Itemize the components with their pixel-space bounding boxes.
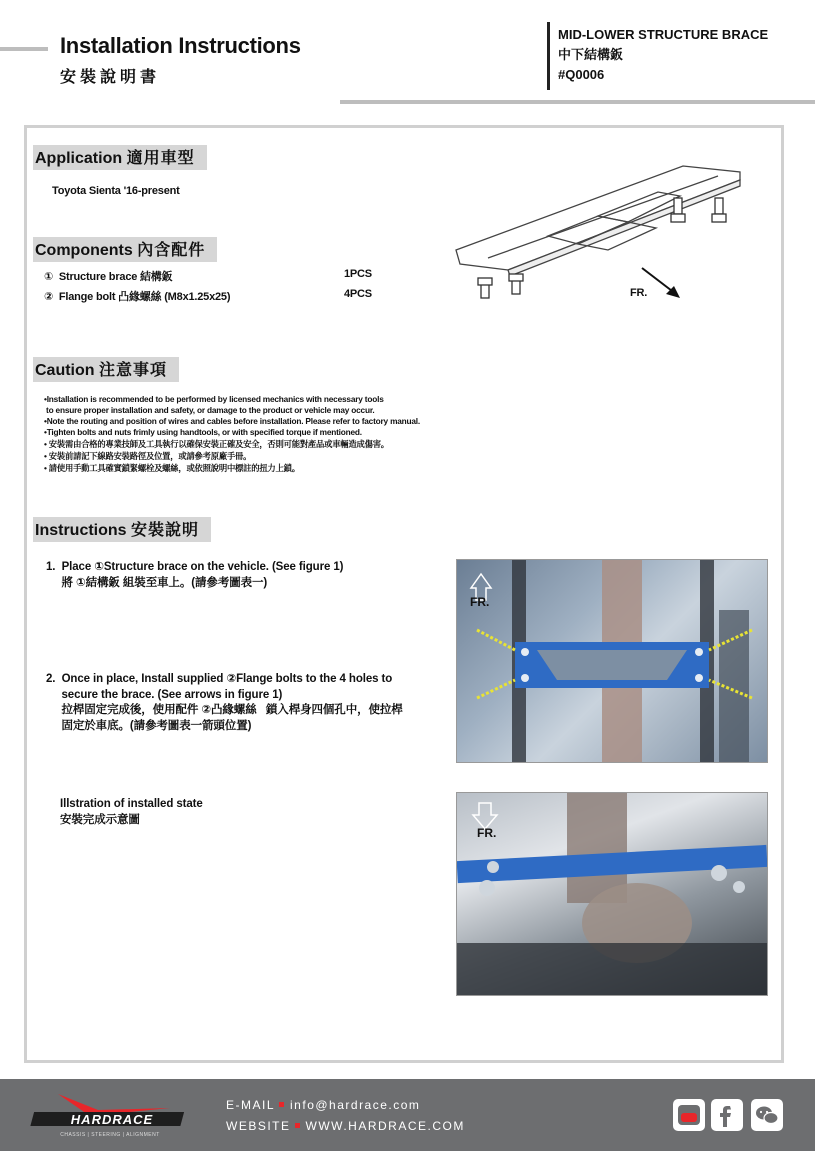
page-subtitle-zh: 安裝說明書 (60, 67, 161, 86)
facebook-icon[interactable] (711, 1099, 743, 1131)
footer-website-row: WEBSITE WWW.HARDRACE.COM (226, 1119, 465, 1133)
caution-heading: Caution 注意事項 (33, 357, 179, 382)
step-1: 1. Place ①Structure brace on the vehicle. (See figure 1) 將 ①結構鈑 組裝至車上。(請參考圖表一) (46, 561, 344, 589)
website-link[interactable]: WWW.HARDRACE.COM (305, 1119, 465, 1133)
vehicle-fitment: Toyota Sienta '16-present (52, 185, 180, 197)
caution-line-2: to ensure proper installation and safety, or damage to the product or vehicle may occur. (46, 405, 375, 415)
logo-text: HARDRACE (70, 1112, 154, 1127)
product-name-zh: 中下結構鈑 (558, 47, 624, 62)
caution-line-6: • 安裝前請記下線路安裝路徑及位置，或請參考原廠手冊。 (44, 451, 252, 461)
hardrace-logo (30, 1090, 200, 1140)
bullet-icon (279, 1102, 284, 1107)
header-rule-right (340, 100, 815, 104)
youtube-icon[interactable] (673, 1099, 705, 1131)
figure-2-photo (456, 792, 768, 996)
page-title: Installation Instructions (60, 33, 301, 58)
part-number: #Q0006 (558, 67, 605, 82)
caution-line-1: •Installation is recommended to be performed by licensed mechanics with necessary tools (44, 394, 384, 404)
instructions-heading: Instructions 安裝說明 (33, 517, 211, 542)
product-name: MID-LOWER STRUCTURE BRACE (558, 27, 769, 42)
email-link[interactable]: info@hardrace.com (290, 1098, 421, 1112)
component-row-1: ① Structure brace 結構鈑 (44, 271, 173, 283)
components-heading: Components 內含配件 (33, 237, 217, 262)
footer-email-row: E-MAIL info@hardrace.com (226, 1098, 421, 1112)
bullet-icon (295, 1123, 300, 1128)
figure-2-front-label: FR. (477, 826, 497, 840)
figure-1-photo (456, 559, 768, 763)
illustration-caption: Illstration of installed state 安裝完成示意圖 (60, 798, 203, 826)
product-info (558, 25, 768, 85)
figure-1-front-label: FR. (470, 595, 490, 609)
header-divider (547, 22, 550, 90)
caution-line-3: •Note the routing and position of wires and cables before installation. Please refer to factory manual. (44, 416, 421, 426)
application-heading: Application 適用車型 (33, 145, 207, 170)
component-qty-2: 4PCS (344, 288, 372, 300)
diagram-front-label: FR. (630, 287, 648, 299)
step-2: 2. Once in place, Install supplied ②Flange bolts to the 4 holes to secure the brace. (See arrows in figure 1) 拉桿固定完成後，使用配件 ②凸緣螺絲 鎖入桿身四個孔中，使拉桿 固定於車底。(請參考圖表一箭頭位置) (46, 673, 403, 732)
component-qty-1: 1PCS (344, 268, 372, 280)
header-rule-left (0, 47, 48, 51)
caution-line-5: • 安裝需由合格的專業技師及工具執行以確保安裝正確及安全，否則可能對產品或車輛造成傷害。 (44, 439, 389, 449)
component-row-2: ② Flange bolt 凸緣螺絲 (M8x1.25x25) (44, 291, 231, 303)
brace-diagram (448, 158, 788, 308)
logo-tagline: CHASSIS | STEERING | ALIGNMENT (60, 1132, 160, 1138)
wechat-icon[interactable] (751, 1099, 783, 1131)
caution-line-4: •Tighten bolts and nuts frimly using handtools, or with specified torque if mentioned. (44, 427, 362, 437)
caution-line-7: • 請使用手動工具確實鎖緊螺栓及螺絲，或依照說明中標註的扭力上鎖。 (44, 463, 300, 473)
